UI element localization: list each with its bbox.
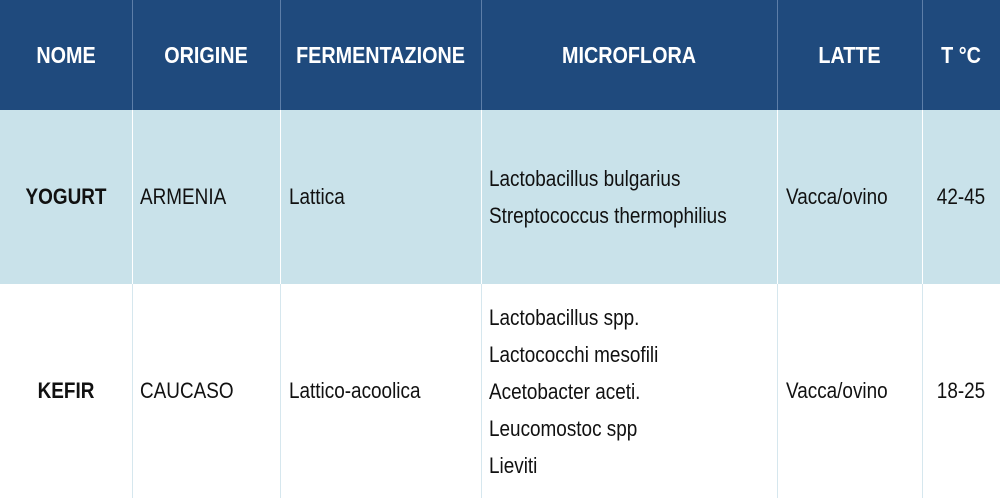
table-row — [0, 110, 1000, 284]
column-divider — [280, 284, 281, 498]
column-divider — [922, 110, 923, 284]
cell-origine: CAUCASO — [140, 378, 234, 403]
microflora-item: Leucomostoc spp — [489, 415, 638, 441]
cell-latte: Vacca/ovino — [786, 378, 888, 403]
column-divider — [132, 110, 133, 284]
column-divider — [922, 284, 923, 498]
column-divider — [132, 284, 133, 498]
cell-fermentazione: Lattico-acoolica — [289, 378, 421, 403]
column-divider — [481, 110, 482, 284]
microflora-item: Streptococcus thermophilius — [489, 203, 727, 228]
header-microflora: MICROFLORA — [561, 41, 697, 68]
cell-nome: YOGURT — [25, 184, 107, 209]
microflora-item: Acetobacter aceti. — [489, 378, 641, 404]
cell-temperatura: 18-25 — [936, 378, 986, 403]
cell-latte: Vacca/ovino — [786, 184, 888, 209]
column-divider — [132, 0, 133, 110]
column-divider — [280, 0, 281, 110]
cell-microflora — [489, 110, 737, 284]
table-header-row — [0, 0, 1000, 110]
column-divider — [777, 110, 778, 284]
column-divider — [777, 0, 778, 110]
column-divider — [777, 284, 778, 498]
microflora-item: Lieviti — [489, 452, 538, 478]
column-divider — [481, 284, 482, 498]
table-row — [0, 284, 1000, 498]
cell-microflora — [489, 284, 737, 498]
cell-nome: KEFIR — [37, 378, 95, 403]
microflora-item: Lactobacillus spp. — [489, 304, 640, 330]
header-origine: ORIGINE — [164, 41, 248, 68]
header-nome: NOME — [36, 41, 96, 68]
column-divider — [922, 0, 923, 110]
column-divider — [280, 110, 281, 284]
cell-origine: ARMENIA — [140, 184, 227, 209]
header-temperatura: T °C — [941, 41, 981, 68]
cell-temperatura: 42-45 — [936, 184, 986, 209]
microflora-item: Lactococchi mesofili — [489, 341, 659, 367]
header-fermentazione: FERMENTAZIONE — [296, 41, 465, 68]
column-divider — [481, 0, 482, 110]
microflora-item: Lactobacillus bulgarius — [489, 166, 681, 191]
cell-fermentazione: Lattica — [289, 184, 345, 209]
header-latte: LATTE — [818, 41, 881, 68]
